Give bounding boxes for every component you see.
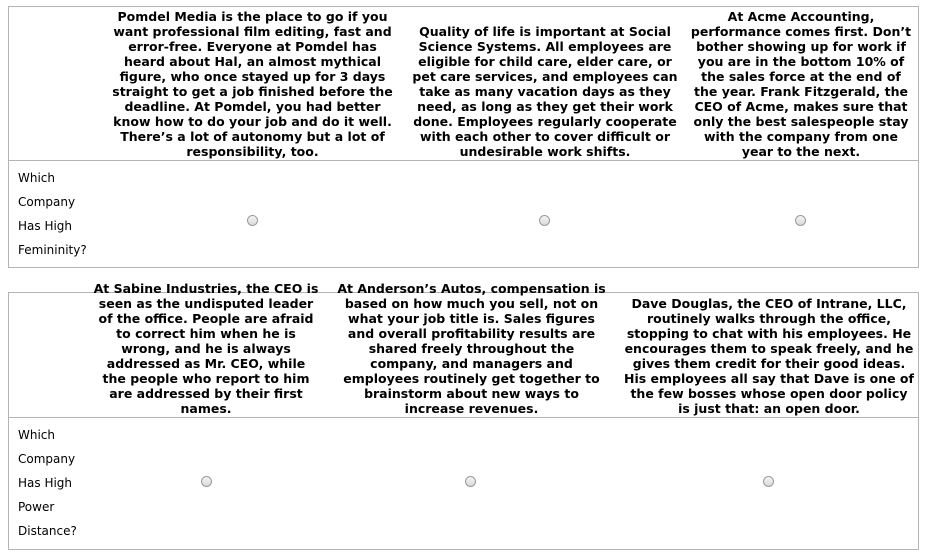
option-header-row	[9, 7, 918, 161]
answer-row	[9, 418, 918, 549]
radio-intrane[interactable]	[763, 476, 774, 487]
option-header-row	[9, 281, 918, 418]
radio-pomdel-media[interactable]	[247, 215, 258, 226]
option-header-sabine-industries: At Sabine Industries, the CEO is seen as the undisputed leader of the office. People are afraid to correct him when he is wrong, and he is always addressed as Mr. CEO, while the people who report to him are addressed by their first names.	[93, 281, 319, 416]
radio-social-science-systems[interactable]	[539, 215, 550, 226]
radio-andersons-autos[interactable]	[465, 476, 476, 487]
question-label: Which Company Has High Femininity?	[18, 171, 87, 257]
radio-acme-accounting[interactable]	[795, 215, 806, 226]
question-label: Which Company Has High Power Distance?	[18, 428, 77, 538]
answer-row	[9, 161, 918, 267]
question-matrix-femininity	[8, 6, 919, 268]
radio-sabine-industries[interactable]	[201, 476, 212, 487]
option-header-pomdel-media: Pomdel Media is the place to go if you want professional film editing, fast and error-free. Everyone at Pomdel has heard about Hal, an almost mythical figure, who once stayed up for 3 days straight to get a job finished before the deadline. At Pomdel, you had better know how to do your job and do it well. There’s a lot of autonomy but a lot of responsibility, too.	[112, 9, 393, 159]
option-header-andersons-autos: At Anderson’s Autos, compensation is based on how much you sell, not on what your job title is. Sales figures and overall profitability results are shared freely throughout the company, and managers and employees routinely get together to brainstorm about new ways to increase revenues.	[337, 281, 606, 416]
option-header-intrane: Dave Douglas, the CEO of Intrane, LLC, routinely walks through the office, stopping to chat with his employees. He encourages them to speak freely, and he gives them credit for their good ideas. His employees all say that Dave is one of the few bosses whose open door policy is just that: an open door.	[624, 296, 914, 416]
question-matrix-power-distance	[8, 281, 919, 550]
option-header-social-science-systems: Quality of life is important at Social Science Systems. All employees are eligible for child care, elder care, or pet care services, and employees can take as many vacation days as they need, as long as they get their work done. Employees regularly cooperate with each other to cover difficult or undesirable work shifts.	[412, 24, 678, 159]
option-header-acme-accounting: At Acme Accounting, performance comes first. Don’t bother showing up for work if you are in the bottom 10% of the sales force at the end of the year. Frank Fitzgerald, the CEO of Acme, makes sure that only the best salespeople stay with the company from one year to the next.	[690, 9, 912, 159]
